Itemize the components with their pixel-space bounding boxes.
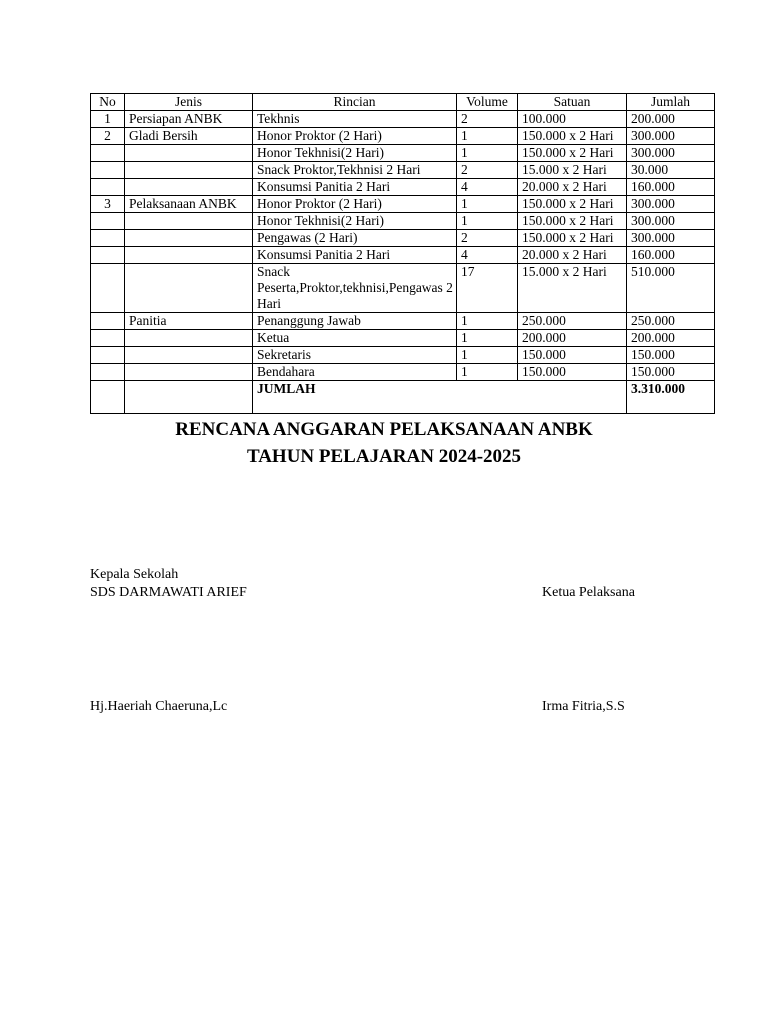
cell-volume: 4 bbox=[457, 247, 518, 264]
document-title: RENCANA ANGGARAN PELAKSANAAN ANBK bbox=[175, 419, 593, 440]
table-header-row bbox=[91, 94, 715, 111]
cell-rincian: Tekhnis bbox=[253, 111, 457, 128]
cell-volume: 17 bbox=[457, 264, 518, 313]
table-row bbox=[91, 364, 715, 381]
cell-rincian: Honor Tekhnisi(2 Hari) bbox=[253, 213, 457, 230]
table-row bbox=[91, 111, 715, 128]
cell-no bbox=[91, 330, 125, 347]
cell-no bbox=[91, 364, 125, 381]
cell-jenis bbox=[125, 330, 253, 347]
cell-jumlah: 300.000 bbox=[627, 230, 715, 247]
table-row bbox=[91, 179, 715, 196]
cell-volume: 1 bbox=[457, 330, 518, 347]
header-volume: Volume bbox=[457, 94, 518, 111]
cell-rincian: Konsumsi Panitia 2 Hari bbox=[253, 247, 457, 264]
cell-satuan: 200.000 bbox=[518, 330, 627, 347]
cell-no bbox=[91, 313, 125, 330]
cell-satuan: 150.000 bbox=[518, 364, 627, 381]
cell-rincian: Penanggung Jawab bbox=[253, 313, 457, 330]
header-jenis: Jenis bbox=[125, 94, 253, 111]
table-row bbox=[91, 213, 715, 230]
cell-satuan: 250.000 bbox=[518, 313, 627, 330]
cell-volume: 4 bbox=[457, 179, 518, 196]
table-row bbox=[91, 230, 715, 247]
header-jumlah: Jumlah bbox=[627, 94, 715, 111]
cell-rincian: Pengawas (2 Hari) bbox=[253, 230, 457, 247]
cell-no bbox=[91, 347, 125, 364]
cell-satuan: 150.000 x 2 Hari bbox=[518, 128, 627, 145]
total-value: 3.310.000 bbox=[627, 381, 715, 414]
cell-no bbox=[91, 179, 125, 196]
total-cell-no bbox=[91, 381, 125, 414]
cell-no bbox=[91, 230, 125, 247]
cell-rincian: Honor Proktor (2 Hari) bbox=[253, 128, 457, 145]
cell-no: 3 bbox=[91, 196, 125, 213]
cell-jenis bbox=[125, 364, 253, 381]
cell-jumlah: 200.000 bbox=[627, 330, 715, 347]
cell-jumlah: 510.000 bbox=[627, 264, 715, 313]
cell-jenis bbox=[125, 162, 253, 179]
cell-jumlah: 300.000 bbox=[627, 128, 715, 145]
cell-jenis: Gladi Bersih bbox=[125, 128, 253, 145]
cell-volume: 1 bbox=[457, 145, 518, 162]
cell-satuan: 150.000 bbox=[518, 347, 627, 364]
table-row bbox=[91, 330, 715, 347]
cell-jenis bbox=[125, 179, 253, 196]
cell-no bbox=[91, 162, 125, 179]
cell-rincian: Konsumsi Panitia 2 Hari bbox=[253, 179, 457, 196]
table-row bbox=[91, 128, 715, 145]
header-satuan: Satuan bbox=[518, 94, 627, 111]
table-row bbox=[91, 247, 715, 264]
table-row bbox=[91, 264, 715, 313]
cell-jumlah: 300.000 bbox=[627, 145, 715, 162]
table-row bbox=[91, 347, 715, 364]
cell-jumlah: 160.000 bbox=[627, 179, 715, 196]
total-row bbox=[91, 381, 715, 414]
right-signatory-role: Ketua Pelaksana bbox=[542, 585, 635, 600]
right-signatory-name: Irma Fitria,S.S bbox=[542, 699, 625, 714]
table-row bbox=[91, 162, 715, 179]
cell-no bbox=[91, 247, 125, 264]
document-subtitle: TAHUN PELAJARAN 2024-2025 bbox=[246, 446, 522, 467]
cell-volume: 2 bbox=[457, 230, 518, 247]
cell-rincian: Ketua bbox=[253, 330, 457, 347]
cell-jenis bbox=[125, 213, 253, 230]
cell-rincian: Bendahara bbox=[253, 364, 457, 381]
total-cell-jenis bbox=[125, 381, 253, 414]
cell-jumlah: 30.000 bbox=[627, 162, 715, 179]
cell-jenis bbox=[125, 247, 253, 264]
table-row bbox=[91, 196, 715, 213]
cell-satuan: 150.000 x 2 Hari bbox=[518, 230, 627, 247]
cell-satuan: 15.000 x 2 Hari bbox=[518, 264, 627, 313]
left-signatory-name: Hj.Haeriah Chaeruna,Lc bbox=[90, 699, 228, 714]
cell-jenis bbox=[125, 145, 253, 162]
cell-satuan: 15.000 x 2 Hari bbox=[518, 162, 627, 179]
cell-no: 2 bbox=[91, 128, 125, 145]
cell-rincian: Honor Tekhnisi(2 Hari) bbox=[253, 145, 457, 162]
cell-rincian: Honor Proktor (2 Hari) bbox=[253, 196, 457, 213]
cell-jumlah: 150.000 bbox=[627, 364, 715, 381]
cell-volume: 1 bbox=[457, 347, 518, 364]
header-rincian: Rincian bbox=[253, 94, 457, 111]
cell-no bbox=[91, 145, 125, 162]
cell-jenis: Panitia bbox=[125, 313, 253, 330]
cell-volume: 1 bbox=[457, 313, 518, 330]
cell-jumlah: 250.000 bbox=[627, 313, 715, 330]
cell-volume: 1 bbox=[457, 128, 518, 145]
cell-jenis: Pelaksanaan ANBK bbox=[125, 196, 253, 213]
cell-jenis bbox=[125, 347, 253, 364]
cell-no bbox=[91, 264, 125, 313]
cell-volume: 1 bbox=[457, 196, 518, 213]
left-signatory-role: Kepala Sekolah bbox=[90, 567, 179, 582]
cell-volume: 2 bbox=[457, 162, 518, 179]
header-no: No bbox=[91, 94, 125, 111]
cell-satuan: 150.000 x 2 Hari bbox=[518, 213, 627, 230]
cell-satuan: 150.000 x 2 Hari bbox=[518, 145, 627, 162]
left-signatory-org: SDS DARMAWATI ARIEF bbox=[90, 585, 247, 600]
cell-rincian: Sekretaris bbox=[253, 347, 457, 364]
total-label: JUMLAH bbox=[253, 381, 627, 414]
cell-jenis bbox=[125, 230, 253, 247]
cell-no bbox=[91, 213, 125, 230]
cell-volume: 1 bbox=[457, 213, 518, 230]
cell-jenis: Persiapan ANBK bbox=[125, 111, 253, 128]
cell-satuan: 150.000 x 2 Hari bbox=[518, 196, 627, 213]
table-row bbox=[91, 313, 715, 330]
table-row bbox=[91, 145, 715, 162]
cell-volume: 2 bbox=[457, 111, 518, 128]
cell-jumlah: 150.000 bbox=[627, 347, 715, 364]
cell-jenis bbox=[125, 264, 253, 313]
cell-jumlah: 200.000 bbox=[627, 111, 715, 128]
cell-satuan: 20.000 x 2 Hari bbox=[518, 179, 627, 196]
cell-volume: 1 bbox=[457, 364, 518, 381]
cell-no: 1 bbox=[91, 111, 125, 128]
cell-jumlah: 300.000 bbox=[627, 213, 715, 230]
cell-satuan: 20.000 x 2 Hari bbox=[518, 247, 627, 264]
cell-jumlah: 160.000 bbox=[627, 247, 715, 264]
cell-rincian: Snack Proktor,Tekhnisi 2 Hari bbox=[253, 162, 457, 179]
budget-table bbox=[90, 93, 715, 414]
cell-jumlah: 300.000 bbox=[627, 196, 715, 213]
cell-rincian: Snack Peserta,Proktor,tekhnisi,Pengawas 2 Hari bbox=[253, 264, 457, 313]
cell-satuan: 100.000 bbox=[518, 111, 627, 128]
